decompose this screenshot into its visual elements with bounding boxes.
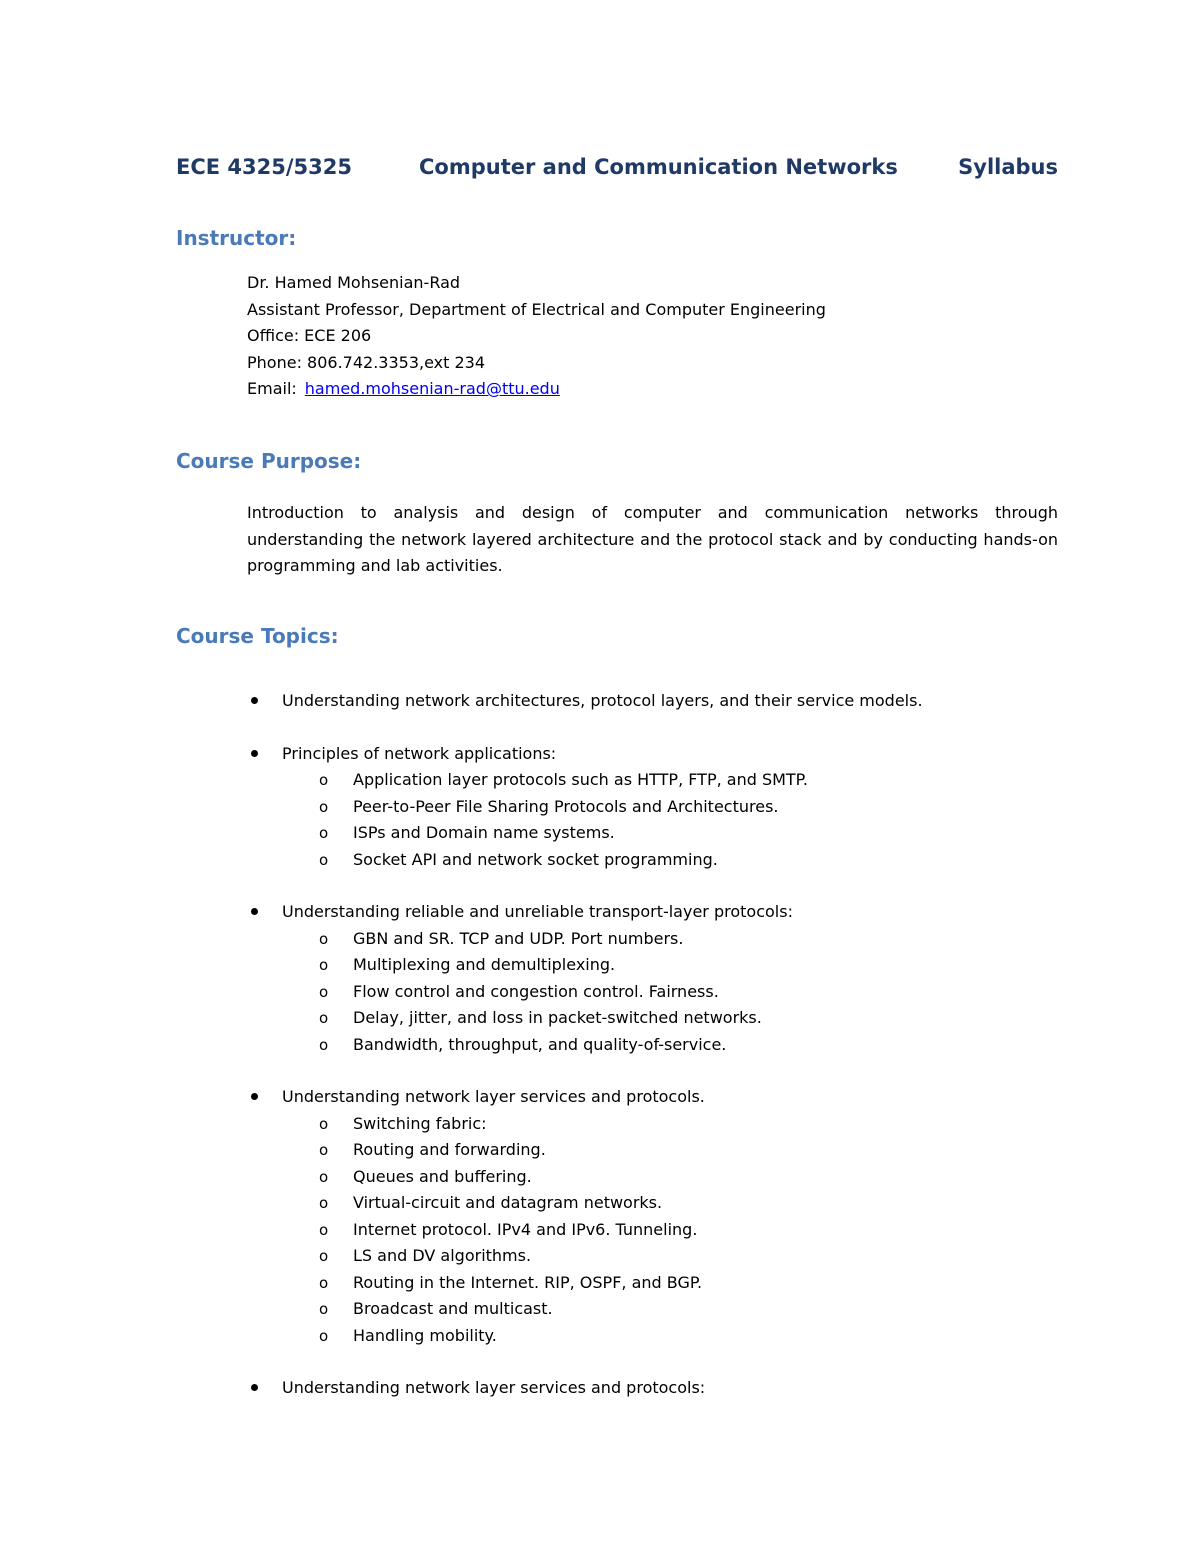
hollow-bullet-icon: o <box>319 850 329 869</box>
subtopic-item <box>247 1032 1067 1059</box>
course-title: Computer and Communication Networks <box>419 155 898 179</box>
subtopic-label: LS and DV algorithms. <box>353 1246 532 1265</box>
course-code: ECE 4325/5325 <box>176 155 352 179</box>
topic-line <box>247 1375 1067 1402</box>
subtopic-item <box>247 1164 1067 1191</box>
instructor-phone: Phone: 806.742.3353,ext 234 <box>247 352 486 372</box>
hollow-bullet-icon: o <box>319 1035 329 1054</box>
subtopic-label: Broadcast and multicast. <box>353 1299 553 1318</box>
topic-line <box>247 899 1067 926</box>
subtopic-label: Queues and buffering. <box>353 1166 532 1186</box>
hollow-bullet-icon: o <box>319 1141 329 1159</box>
email-label: Email: <box>247 379 297 398</box>
hollow-bullet-icon: o <box>319 929 329 948</box>
email-link[interactable]: hamed.mohsenian-rad@ttu.edu <box>304 379 560 398</box>
subtopic-item <box>247 847 1067 874</box>
subtopic-label: Routing in the Internet. RIP, OSPF, and BGP. <box>353 1272 703 1292</box>
subtopic-item <box>247 1190 1067 1217</box>
hollow-bullet-icon: o <box>319 1220 329 1239</box>
hollow-bullet-icon: o <box>319 1273 329 1292</box>
subtopic-item <box>247 1323 1067 1350</box>
hollow-bullet-icon: o <box>319 1167 329 1186</box>
topic-item <box>247 741 1067 874</box>
hollow-bullet-icon: o <box>319 824 329 842</box>
subtopic-item <box>247 1137 1067 1164</box>
subtopic-label: ISPs and Domain name systems. <box>353 823 615 842</box>
course-purpose-text: Introduction to analysis and design of computer and communication networks through understanding the network layered architecture and the protocol stack and by conducting hands-on programming and lab activities. <box>247 503 1058 575</box>
subtopic-label: Bandwidth, throughput, and quality-of-service. <box>353 1034 727 1054</box>
document-type: Syllabus <box>958 155 1058 179</box>
subtopic-item <box>247 1217 1067 1244</box>
subtopic-item <box>247 1270 1067 1297</box>
topic-line <box>247 688 1067 715</box>
subtopic-label: Flow control and congestion control. Fairness. <box>353 981 719 1001</box>
hollow-bullet-icon: o <box>319 1300 329 1318</box>
topic-label: Understanding network layer services and protocols: <box>282 1378 706 1397</box>
hollow-bullet-icon: o <box>319 1326 329 1345</box>
subtopic-label: Socket API and network socket programming. <box>353 849 718 869</box>
hollow-bullet-icon: o <box>319 797 329 816</box>
instructor-name: Dr. Hamed Mohsenian-Rad <box>247 273 461 292</box>
course-purpose-block <box>247 500 1058 580</box>
subtopic-label: Internet protocol. IPv4 and IPv6. Tunneling. <box>353 1219 698 1239</box>
subtopic-item <box>247 1243 1067 1270</box>
subtopic-item <box>247 794 1067 821</box>
instructor-position: Assistant Professor, Department of Electrical and Computer Engineering <box>247 299 826 319</box>
bullet-icon <box>251 750 258 757</box>
hollow-bullet-icon: o <box>319 982 329 1001</box>
subtopic-label: GBN and SR. TCP and UDP. Port numbers. <box>353 928 684 948</box>
subtopic-item <box>247 1005 1067 1032</box>
subtopic-item <box>247 820 1067 847</box>
topic-line <box>247 741 1067 768</box>
bullet-icon <box>251 1384 258 1391</box>
instructor-heading: Instructor: <box>176 226 297 250</box>
topic-label: Understanding reliable and unreliable transport-layer protocols: <box>282 902 793 921</box>
hollow-bullet-icon: o <box>319 771 329 789</box>
subtopic-label: Handling mobility. <box>353 1325 497 1345</box>
topic-item <box>247 899 1067 1058</box>
subtopic-label: Routing and forwarding. <box>353 1140 546 1159</box>
topic-item <box>247 1084 1067 1349</box>
subtopic-item <box>247 767 1067 794</box>
subtopic-label: Application layer protocols such as HTTP, FTP, and SMTP. <box>353 770 808 789</box>
hollow-bullet-icon: o <box>319 1114 329 1133</box>
hollow-bullet-icon: o <box>319 1009 329 1027</box>
subtopic-item <box>247 1296 1067 1323</box>
topic-item <box>247 688 1067 715</box>
topic-item <box>247 1375 1067 1402</box>
topic-label: Principles of network applications: <box>282 743 557 763</box>
course-topics-list <box>247 688 1067 1428</box>
bullet-icon <box>251 697 258 704</box>
subtopic-item <box>247 952 1067 979</box>
subtopic-label: Virtual-circuit and datagram networks. <box>353 1193 663 1212</box>
document-title-row <box>176 155 1058 187</box>
instructor-office: Office: ECE 206 <box>247 326 372 345</box>
hollow-bullet-icon: o <box>319 956 329 974</box>
subtopic-label: Peer-to-Peer File Sharing Protocols and Architectures. <box>353 796 779 816</box>
topic-line <box>247 1084 1067 1111</box>
bullet-icon <box>251 908 258 915</box>
hollow-bullet-icon: o <box>319 1194 329 1212</box>
subtopic-label: Switching fabric: <box>353 1113 487 1133</box>
subtopic-item <box>247 979 1067 1006</box>
hollow-bullet-icon: o <box>319 1247 329 1265</box>
instructor-email-line <box>247 376 826 403</box>
subtopic-item <box>247 1111 1067 1138</box>
topic-label: Understanding network layer services and protocols. <box>282 1087 705 1106</box>
course-topics-heading: Course Topics: <box>176 624 339 648</box>
course-purpose-heading: Course Purpose: <box>176 449 362 473</box>
subtopic-item <box>247 926 1067 953</box>
instructor-block <box>247 270 826 403</box>
subtopic-label: Delay, jitter, and loss in packet-switched networks. <box>353 1008 762 1027</box>
subtopic-label: Multiplexing and demultiplexing. <box>353 955 616 974</box>
topic-label: Understanding network architectures, protocol layers, and their service models. <box>282 691 923 710</box>
bullet-icon <box>251 1093 258 1100</box>
